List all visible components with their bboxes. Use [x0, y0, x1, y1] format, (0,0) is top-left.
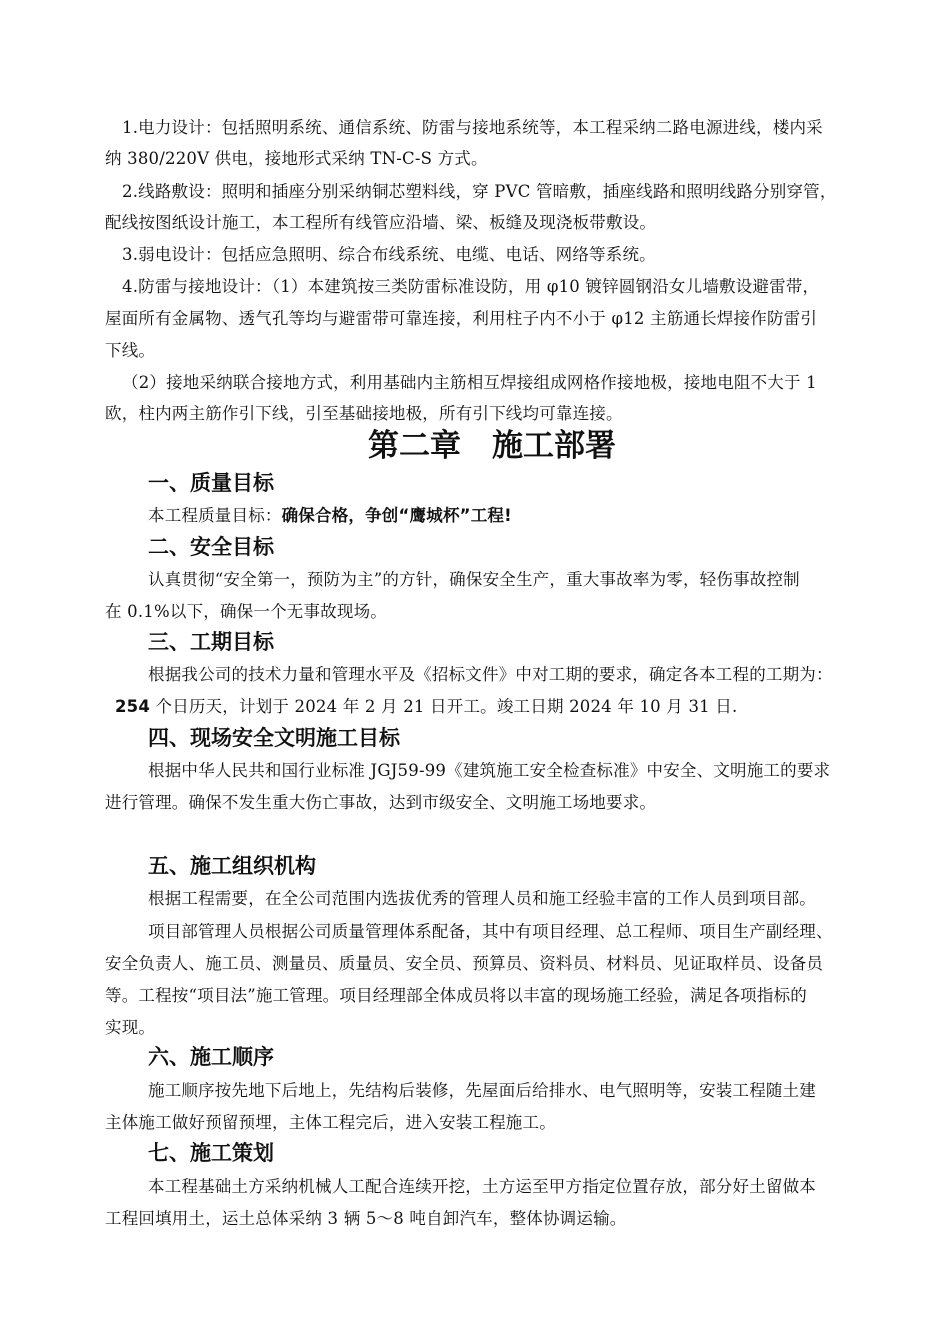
paragraph-line: 根据工程需要，在全公司范围内选拔优秀的管理人员和施工经验丰富的工作人员到项目部。 [148, 889, 816, 908]
paragraph-line: 屋面所有金属物、透气孔等均与避雷带可靠连接，利用柱子内不小于 φ12 主筋通长焊接作防雷引 [105, 309, 818, 328]
paragraph-line: 3.弱电设计：包括应急照明、综合布线系统、电缆、电话、网络等系统。 [122, 245, 656, 264]
paragraph-line: 主体施工做好预留预埋，主体工程完后，进入安装工程施工。 [105, 1113, 556, 1132]
section-heading: 七、施工策划 [148, 1141, 274, 1165]
paragraph-line: 根据中华人民共和国行业标准 JGJ59-99《建筑施工安全检查标准》中安全、文明施工的要求 [148, 761, 831, 780]
quality-target-label: 本工程质量目标： [148, 506, 282, 525]
quality-target-value: 确保合格，争创“鹰城杯”工程! [281, 506, 512, 525]
paragraph-line [115, 691, 737, 723]
paragraph-line: 在 0.1%以下，确保一个无事故现场。 [105, 602, 387, 621]
paragraph-line: 欧，柱内两主筋作引下线，引至基础接地极，所有引下线均可靠连接。 [105, 404, 623, 423]
paragraph-line: 认真贯彻“安全第一，预防为主”的方针，确保安全生产，重大事故率为零，轻伤事故控制 [148, 570, 800, 589]
paragraph-line [148, 500, 512, 532]
paragraph-line: 2.线路敷设：照明和插座分别采纳铜芯塑料线，穿 PVC 管暗敷，插座线路和照明线路分别穿管， [122, 182, 837, 201]
section-heading: 五、施工组织机构 [148, 854, 316, 878]
paragraph-line: 纳 380/220V 供电，接地形式采纳 TN-C-S 方式。 [105, 149, 488, 168]
paragraph-line: （2）接地采纳联合接地方式，利用基础内主筋相互焊接组成网格作接地极，接地电阻不大于 1 [122, 373, 817, 392]
paragraph-line: 4.防雷与接地设计：（1）本建筑按三类防雷标准设防，用 φ10 镀锌圆钢沿女儿墙敷设避雷带， [122, 277, 820, 296]
paragraph-line: 安全负责人、施工员、测量员、质量员、安全员、预算员、资料员、材料员、见证取样员、设备员 [105, 954, 824, 973]
section-heading: 六、施工顺序 [148, 1045, 274, 1069]
paragraph-line: 实现。 [105, 1018, 156, 1037]
section-heading: 四、现场安全文明施工目标 [148, 726, 400, 750]
paragraph-line: 根据我公司的技术力量和管理水平及《招标文件》中对工期的要求，确定各本工程的工期为： [148, 665, 833, 684]
paragraph-line: 工程回填用土，运土总体采纳 3 辆 5～8 吨自卸汽车，整体协调运输。 [105, 1209, 627, 1228]
paragraph-line: 进行管理。确保不发生重大伤亡事故，达到市级安全、文明施工场地要求。 [105, 793, 657, 812]
paragraph-line: 施工顺序按先地下后地上，先结构后装修，先屋面后给排水、电气照明等，安装工程随土建 [148, 1081, 816, 1100]
section-heading: 二、安全目标 [148, 535, 274, 559]
chapter-title: 第二章 施工部署 [368, 428, 616, 464]
paragraph-line: 等。工程按“项目法”施工管理。项目经理部全体成员将以丰富的现场施工经验，满足各项指标的 [105, 986, 807, 1005]
paragraph-line: 下线。 [105, 341, 156, 360]
section-heading: 一、质量目标 [148, 471, 274, 495]
paragraph-line: 项目部管理人员根据公司质量管理体系配备，其中有项目经理、总工程师、项目生产副经理、 [148, 922, 833, 941]
duration-days: 254 [115, 697, 151, 716]
duration-text: 个日历天，计划于 2024 年 2 月 21 日开工。竣工日期 2024 年 10 月 31 日. [150, 697, 738, 716]
section-heading: 三、工期目标 [148, 630, 274, 654]
paragraph-line: 本工程基础土方采纳机械人工配合连续开挖，土方运至甲方指定位置存放，部分好土留做本 [148, 1177, 816, 1196]
paragraph-line: 1.电力设计：包括照明系统、通信系统、防雷与接地系统等，本工程采纳二路电源进线，楼内采 [122, 118, 823, 137]
paragraph-line: 配线按图纸设计施工，本工程所有线管应沿墙、梁、板缝及现浇板带敷设。 [105, 213, 657, 232]
